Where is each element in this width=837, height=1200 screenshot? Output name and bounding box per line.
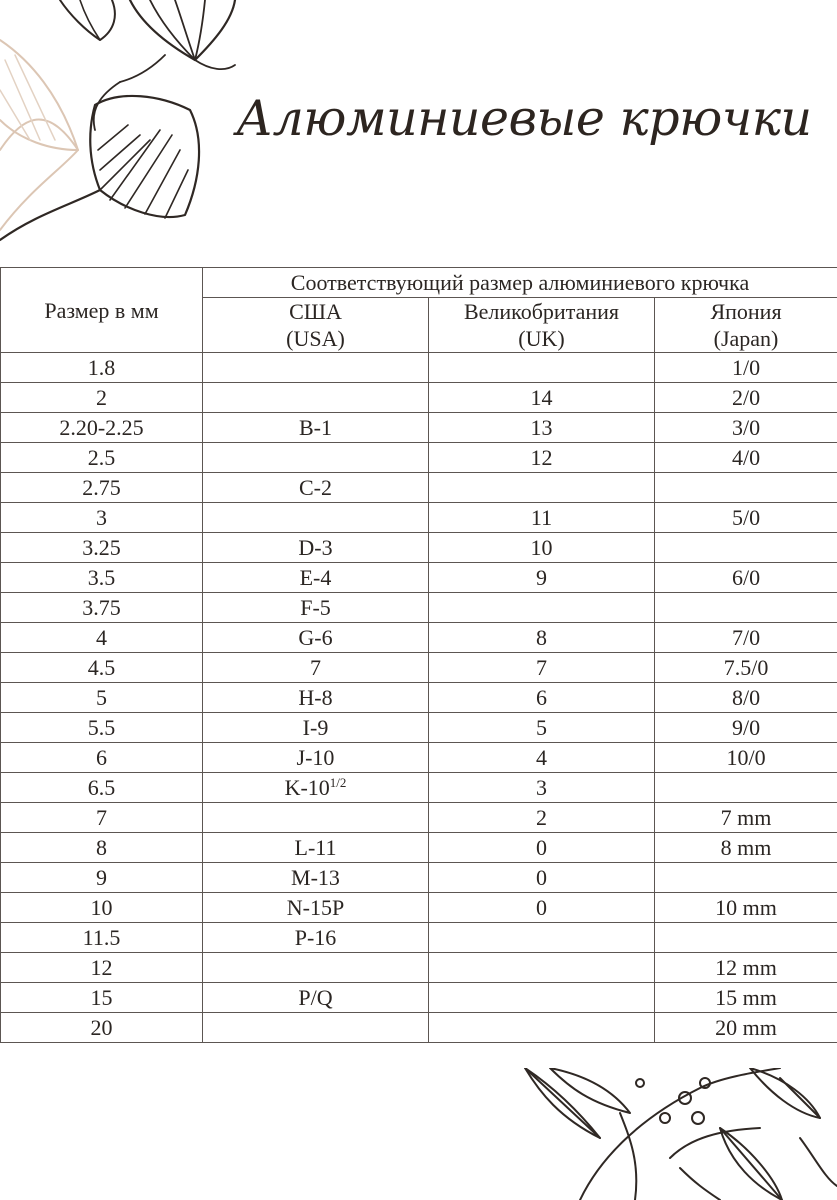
cell-usa-text: P-16 xyxy=(294,925,337,950)
cell-mm-text: 3.25 xyxy=(82,535,121,560)
cell-japan xyxy=(655,923,837,953)
cell-usa xyxy=(203,533,429,563)
cell-usa-text: J-10 xyxy=(296,745,335,770)
page-title: Алюминиевые крючки xyxy=(236,90,812,147)
cell-usa xyxy=(203,413,429,443)
cell-japan xyxy=(655,833,837,863)
cell-mm xyxy=(1,683,203,713)
column-header-mm: Размер в мм xyxy=(1,268,203,353)
cell-usa-text: P/Q xyxy=(298,985,333,1010)
table-row xyxy=(1,683,837,713)
cell-mm-text: 3.75 xyxy=(82,595,121,620)
cell-japan-text: 8/0 xyxy=(731,685,761,710)
cell-japan xyxy=(655,653,837,683)
cell-mm xyxy=(1,893,203,923)
table-row xyxy=(1,413,837,443)
cell-mm-text: 6.5 xyxy=(87,775,116,800)
table-body xyxy=(1,353,837,1043)
cell-uk-text: 0 xyxy=(536,895,547,920)
cell-usa xyxy=(203,953,429,983)
cell-japan xyxy=(655,953,837,983)
cell-mm-text: 2.20-2.25 xyxy=(59,415,144,440)
cell-japan-text: 3/0 xyxy=(731,415,761,440)
cell-mm-text: 20 xyxy=(90,1015,113,1040)
cell-mm xyxy=(1,593,203,623)
table-row xyxy=(1,443,837,473)
cell-uk xyxy=(429,353,655,383)
cell-usa-text: D-3 xyxy=(298,535,333,560)
cell-mm-text: 2.75 xyxy=(82,475,121,500)
cell-uk-text: 8 xyxy=(536,625,547,650)
cell-uk-text: 10 xyxy=(530,535,553,560)
cell-mm-text: 4.5 xyxy=(87,655,116,680)
cell-mm-text: 2.5 xyxy=(87,445,116,470)
cell-japan-text: 7/0 xyxy=(731,625,761,650)
cell-uk xyxy=(429,623,655,653)
cell-usa-text: N-15P xyxy=(286,895,345,920)
cell-uk xyxy=(429,593,655,623)
cell-mm xyxy=(1,953,203,983)
cell-usa-text: G-6 xyxy=(298,625,333,650)
cell-usa xyxy=(203,593,429,623)
cell-usa xyxy=(203,1013,429,1043)
cell-uk-text: 2 xyxy=(536,805,547,830)
cell-uk xyxy=(429,983,655,1013)
cell-usa xyxy=(203,623,429,653)
cell-uk-text: 0 xyxy=(536,865,547,890)
table-row xyxy=(1,623,837,653)
column-header-uk-sub: (UK) xyxy=(518,326,565,351)
cell-uk xyxy=(429,413,655,443)
cell-mm-text: 11.5 xyxy=(82,925,121,950)
table-row xyxy=(1,863,837,893)
cell-japan xyxy=(655,533,837,563)
cell-usa xyxy=(203,653,429,683)
table-row xyxy=(1,893,837,923)
hook-size-table xyxy=(0,267,837,1043)
cell-mm xyxy=(1,563,203,593)
cell-uk xyxy=(429,1013,655,1043)
table-row xyxy=(1,533,837,563)
cell-japan-text: 7 mm xyxy=(720,805,772,830)
cell-mm xyxy=(1,443,203,473)
cell-japan xyxy=(655,473,837,503)
table-row xyxy=(1,923,837,953)
table-row xyxy=(1,953,837,983)
cell-mm xyxy=(1,353,203,383)
cell-mm xyxy=(1,653,203,683)
table-row xyxy=(1,1013,837,1043)
cell-usa-text: C-2 xyxy=(299,475,332,500)
cell-usa xyxy=(203,383,429,413)
cell-japan-text: 5/0 xyxy=(731,505,761,530)
cell-usa-text: K-10 xyxy=(284,775,330,800)
cell-usa-text: B-1 xyxy=(299,415,332,440)
table-row xyxy=(1,563,837,593)
cell-mm xyxy=(1,983,203,1013)
cell-mm xyxy=(1,473,203,503)
cell-mm xyxy=(1,623,203,653)
cell-japan xyxy=(655,353,837,383)
cell-uk xyxy=(429,953,655,983)
group-header: Соответствующий размер алюминиевого крючка xyxy=(203,268,837,298)
cell-mm-text: 10 xyxy=(90,895,113,920)
cell-mm xyxy=(1,503,203,533)
cell-japan xyxy=(655,743,837,773)
cell-uk xyxy=(429,473,655,503)
cell-uk xyxy=(429,893,655,923)
cell-japan-text: 4/0 xyxy=(731,445,761,470)
cell-usa xyxy=(203,683,429,713)
cell-uk-text: 6 xyxy=(536,685,547,710)
cell-uk xyxy=(429,833,655,863)
cell-japan-text: 8 mm xyxy=(720,835,772,860)
cell-japan xyxy=(655,383,837,413)
table-row xyxy=(1,833,837,863)
cell-japan-text: 10/0 xyxy=(726,745,766,770)
cell-usa xyxy=(203,443,429,473)
column-header-usa-label: США xyxy=(289,299,342,324)
cell-japan xyxy=(655,773,837,803)
cell-usa xyxy=(203,713,429,743)
cell-usa-text: 7 xyxy=(310,655,321,680)
cell-usa-text: F-5 xyxy=(300,595,331,620)
cell-usa-text: L-11 xyxy=(294,835,337,860)
cell-uk-text: 9 xyxy=(536,565,547,590)
cell-usa xyxy=(203,743,429,773)
column-header-japan-sub: (Japan) xyxy=(713,326,779,351)
cell-japan-text: 9/0 xyxy=(731,715,761,740)
cell-usa xyxy=(203,803,429,833)
table-row xyxy=(1,983,837,1013)
cell-japan-text: 1/0 xyxy=(731,355,761,380)
cell-mm-text: 3.5 xyxy=(87,565,116,590)
table-row xyxy=(1,593,837,623)
cell-uk xyxy=(429,503,655,533)
cell-usa xyxy=(203,923,429,953)
cell-uk-text: 11 xyxy=(530,505,553,530)
cell-usa xyxy=(203,863,429,893)
cell-uk xyxy=(429,563,655,593)
cell-uk xyxy=(429,653,655,683)
cell-mm-text: 9 xyxy=(96,865,107,890)
table-row xyxy=(1,773,837,803)
cell-mm xyxy=(1,863,203,893)
table-row xyxy=(1,353,837,383)
column-header-usa-sub: (USA) xyxy=(286,326,345,351)
cell-mm xyxy=(1,833,203,863)
cell-mm-text: 5.5 xyxy=(87,715,116,740)
column-header-uk xyxy=(429,298,655,353)
cell-mm xyxy=(1,923,203,953)
cell-usa xyxy=(203,833,429,863)
cell-usa xyxy=(203,773,429,803)
table-row xyxy=(1,473,837,503)
cell-uk xyxy=(429,383,655,413)
cell-japan xyxy=(655,563,837,593)
cell-usa-text: H-8 xyxy=(298,685,333,710)
cell-uk-text: 0 xyxy=(536,835,547,860)
cell-japan-text: 2/0 xyxy=(731,385,761,410)
column-header-japan-label: Япония xyxy=(710,299,782,324)
cell-mm xyxy=(1,383,203,413)
table-row xyxy=(1,713,837,743)
cell-mm-text: 3 xyxy=(96,505,107,530)
cell-japan-text: 12 mm xyxy=(715,955,777,980)
cell-japan xyxy=(655,893,837,923)
cell-uk-text: 12 xyxy=(530,445,553,470)
cell-mm-text: 2 xyxy=(96,385,107,410)
cell-japan-text: 6/0 xyxy=(731,565,761,590)
cell-mm xyxy=(1,533,203,563)
cell-japan xyxy=(655,443,837,473)
cell-japan-text: 7.5/0 xyxy=(723,655,769,680)
cell-uk xyxy=(429,683,655,713)
cell-japan xyxy=(655,593,837,623)
cell-uk-text: 7 xyxy=(536,655,547,680)
cell-uk xyxy=(429,533,655,563)
cell-mm xyxy=(1,743,203,773)
cell-uk xyxy=(429,773,655,803)
cell-usa xyxy=(203,893,429,923)
cell-uk xyxy=(429,863,655,893)
cell-mm-text: 1.8 xyxy=(87,355,116,380)
column-header-uk-label: Великобритания xyxy=(463,299,620,324)
cell-uk xyxy=(429,743,655,773)
cell-mm xyxy=(1,803,203,833)
cell-usa xyxy=(203,503,429,533)
cell-japan xyxy=(655,503,837,533)
cell-usa-superscript: 1/2 xyxy=(329,775,347,790)
cell-mm-text: 5 xyxy=(96,685,107,710)
cell-japan xyxy=(655,983,837,1013)
cell-japan-text: 15 mm xyxy=(715,985,777,1010)
column-header-japan xyxy=(655,298,837,353)
table-row xyxy=(1,743,837,773)
cell-mm xyxy=(1,413,203,443)
cell-mm-text: 15 xyxy=(90,985,113,1010)
cell-japan-text: 20 mm xyxy=(715,1015,777,1040)
cell-mm-text: 6 xyxy=(96,745,107,770)
cell-uk xyxy=(429,923,655,953)
table-row xyxy=(1,383,837,413)
cell-uk xyxy=(429,803,655,833)
table-row xyxy=(1,653,837,683)
cell-mm xyxy=(1,713,203,743)
cell-mm-text: 8 xyxy=(96,835,107,860)
cell-japan xyxy=(655,413,837,443)
cell-japan xyxy=(655,863,837,893)
cell-uk-text: 3 xyxy=(536,775,547,800)
cell-japan xyxy=(655,683,837,713)
cell-uk-text: 13 xyxy=(530,415,553,440)
cell-mm xyxy=(1,773,203,803)
cell-usa xyxy=(203,983,429,1013)
cell-usa-text: I-9 xyxy=(302,715,329,740)
cell-usa-text: M-13 xyxy=(291,865,340,890)
berry-branch-icon xyxy=(520,1068,837,1200)
cell-mm-text: 12 xyxy=(90,955,113,980)
cell-usa xyxy=(203,473,429,503)
cell-uk-text: 5 xyxy=(536,715,547,740)
cell-mm-text: 7 xyxy=(96,805,107,830)
column-header-usa xyxy=(203,298,429,353)
cell-japan xyxy=(655,713,837,743)
cell-uk xyxy=(429,443,655,473)
cell-japan xyxy=(655,803,837,833)
cell-japan xyxy=(655,1013,837,1043)
cell-japan-text: 10 mm xyxy=(715,895,777,920)
cell-japan xyxy=(655,623,837,653)
cell-mm xyxy=(1,1013,203,1043)
cell-usa xyxy=(203,353,429,383)
table-row xyxy=(1,803,837,833)
cell-uk xyxy=(429,713,655,743)
ginkgo-leaves-icon xyxy=(0,0,250,250)
table-row xyxy=(1,503,837,533)
cell-usa xyxy=(203,563,429,593)
cell-mm-text: 4 xyxy=(96,625,107,650)
cell-uk-text: 4 xyxy=(536,745,547,770)
cell-uk-text: 14 xyxy=(530,385,553,410)
cell-usa-text: E-4 xyxy=(299,565,332,590)
